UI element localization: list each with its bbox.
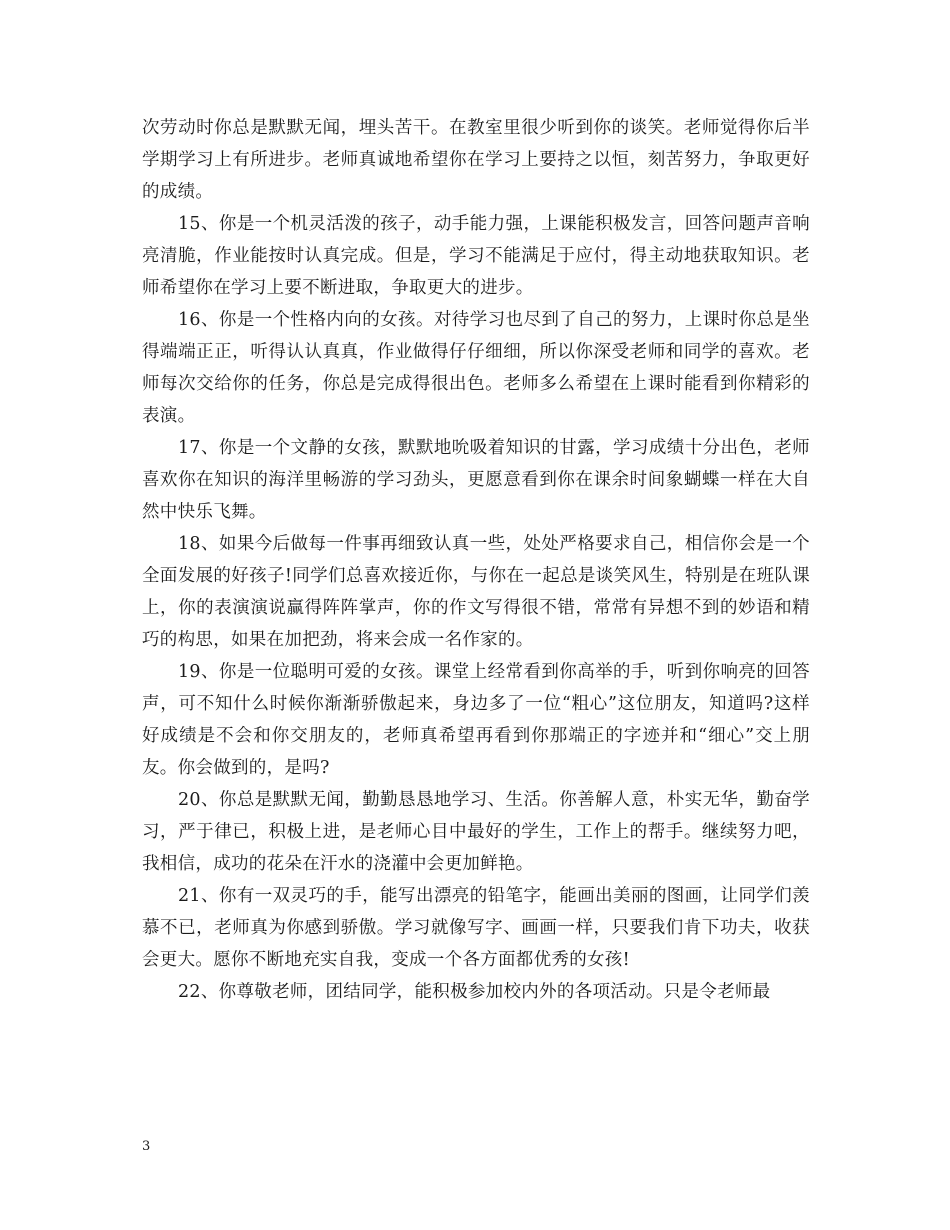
paragraph-20: 20、你总是默默无闻，勤勤恳恳地学习、生活。你善解人意，朴实无华，勤奋学习，严于律已，积极上进，是老师心目中最好的学生，工作上的帮手。继续努力吧，我相信，成功的花朵在汗水的浇灌中会更加鲜艳。 — [142, 790, 810, 874]
paragraph-18: 18、如果今后做每一件事再细致认真一些，处处严格要求自己，相信你会是一个全面发展的好孩子!同学们总喜欢接近你，与你在一起总是谈笑风生，特别是在班队课上，你的表演演说赢得阵阵掌声，你的作文写得很不错，常常有异想不到的妙语和精巧的构思，如果在加把劲，将来会成一名作家的。 — [142, 534, 810, 650]
document-body — [142, 112, 810, 1008]
paragraph-19: 19、你是一位聪明可爱的女孩。课堂上经常看到你高举的手，听到你响亮的回答声，可不知什么时候你渐渐骄傲起来，身边多了一位“粗心”这位朋友，知道吗?这样好成绩是不会和你交朋友的，老师真希望再看到你那端正的字迹并和“细心”交上朋友。你会做到的，是吗? — [142, 662, 810, 778]
paragraph-15: 15、你是一个机灵活泼的孩子，动手能力强，上课能积极发言，回答问题声音响亮清脆，作业能按时认真完成。但是，学习不能满足于应付，得主动地获取知识。老师希望你在学习上要不断进取，争取更大的进步。 — [142, 214, 810, 298]
page-number: 3 — [142, 1139, 151, 1154]
paragraph-22: 22、你尊敬老师，团结同学，能积极参加校内外的各项活动。只是令老师最 — [178, 982, 771, 1002]
paragraph-17: 17、你是一个文静的女孩，默默地吮吸着知识的甘露，学习成绩十分出色，老师喜欢你在知识的海洋里畅游的学习劲头，更愿意看到你在课余时间象蝴蝶一样在大自然中快乐飞舞。 — [142, 438, 810, 522]
paragraph-16: 16、你是一个性格内向的女孩。对待学习也尽到了自己的努力，上课时你总是坐得端端正正，听得认认真真，作业做得仔仔细细，所以你深受老师和同学的喜欢。老师每次交给你的任务，你总是完成得很出色。老师多么希望在上课时能看到你精彩的表演。 — [142, 310, 810, 426]
paragraph-continuation: 次劳动时你总是默默无闻，埋头苦干。在教室里很少听到你的谈笑。老师觉得你后半学期学习上有所进步。老师真诚地希望你在学习上要持之以恒，刻苦努力，争取更好的成绩。 — [142, 118, 810, 202]
paragraph-21: 21、你有一双灵巧的手，能写出漂亮的铅笔字，能画出美丽的图画，让同学们羡慕不已，老师真为你感到骄傲。学习就像写字、画画一样，只要我们肯下功夫，收获会更大。愿你不断地充实自我，变成一个各方面都优秀的女孩! — [142, 886, 810, 970]
